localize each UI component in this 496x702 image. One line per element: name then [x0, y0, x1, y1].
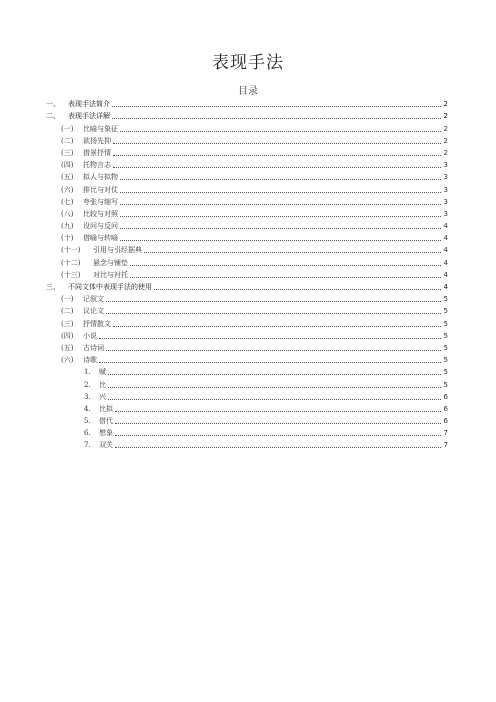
toc-entry[interactable] — [46, 231, 448, 243]
toc-entry-number: 三、 — [46, 283, 60, 291]
toc-entry-number: (四) — [61, 331, 74, 340]
toc-entry-text: 比拟 — [99, 404, 113, 413]
toc-entry-page: 7 — [443, 429, 448, 438]
dot-leader — [120, 192, 441, 193]
toc-entry-number: (一) — [61, 295, 74, 304]
toc-entry[interactable] — [46, 97, 448, 109]
toc-entry-number: (二) — [61, 136, 74, 145]
toc-entry[interactable] — [46, 121, 448, 133]
toc-entry[interactable] — [46, 243, 448, 255]
toc-entry-text: 比喻与象征 — [83, 124, 118, 133]
dot-leader — [115, 447, 441, 448]
toc-entry-text: 借代 — [99, 417, 113, 426]
dot-leader — [113, 143, 441, 144]
toc-entry-text: 想象 — [99, 429, 113, 438]
toc-entry[interactable] — [46, 341, 448, 353]
dot-leader — [115, 411, 441, 412]
dot-leader — [112, 106, 441, 107]
toc-entry-number: 1. — [84, 368, 91, 377]
dot-leader — [120, 204, 441, 205]
toc-entry-text: 欲扬先抑 — [83, 136, 111, 145]
toc-entry-text: 小说 — [83, 331, 97, 340]
toc-entry-text: 排比与对仗 — [83, 185, 118, 194]
toc-entry-text: 设问与反问 — [83, 222, 118, 231]
toc-entry-page: 6 — [443, 404, 448, 413]
toc-entry-text: 诗歌 — [83, 356, 97, 365]
toc-entry-number: (十三) — [61, 270, 81, 279]
toc-entry-text: 夸张与缩写 — [83, 197, 118, 206]
toc-entry-text: 抒情散文 — [83, 319, 111, 328]
toc-entry-number: (六) — [61, 185, 74, 194]
dot-leader — [112, 118, 441, 119]
dot-leader — [154, 289, 441, 290]
toc-entry[interactable] — [46, 219, 448, 231]
toc-entry[interactable] — [46, 207, 448, 219]
toc-entry-page: 7 — [443, 441, 448, 450]
toc-entry-number: 6. — [84, 429, 91, 438]
toc-entry-page: 4 — [443, 258, 448, 267]
toc-entry-page: 5 — [443, 343, 448, 352]
toc-entry-page: 5 — [443, 368, 448, 377]
toc-entry-text: 议论文 — [83, 307, 104, 316]
toc-entry[interactable] — [46, 255, 448, 267]
toc-entry-page: 2 — [443, 100, 448, 109]
toc-entry-number: (九) — [61, 222, 74, 231]
toc-entry-page: 3 — [443, 185, 448, 194]
toc-entry-number: 二、 — [46, 112, 60, 121]
toc-entry-page: 2 — [443, 112, 448, 121]
toc-entry-number: (三) — [61, 148, 74, 157]
toc-entry-text: 对比与衬托 — [93, 270, 128, 279]
toc-entry-number: (四) — [61, 161, 74, 170]
toc-entry-number: (七) — [61, 197, 74, 206]
toc-entry[interactable] — [46, 377, 448, 389]
dot-leader — [115, 435, 441, 436]
toc-entry-page: 3 — [443, 161, 448, 170]
toc-entry-page: 2 — [443, 148, 448, 157]
toc-entry-page: 5 — [443, 331, 448, 340]
toc-entry-text: 表现手法详解 — [68, 112, 110, 121]
toc-entry-page: 2 — [443, 136, 448, 145]
dot-leader — [120, 240, 441, 241]
toc-entry-text: 双关 — [99, 441, 113, 450]
toc-entry-number: 4. — [84, 404, 91, 413]
toc-entry[interactable] — [46, 353, 448, 365]
dot-leader — [120, 131, 441, 132]
toc-entry-number: (八) — [61, 209, 74, 218]
toc-entry-text: 赋 — [99, 368, 106, 377]
dot-leader — [108, 399, 441, 400]
toc-entry[interactable] — [46, 414, 448, 426]
dot-leader — [108, 374, 441, 375]
toc-entry-page: 4 — [443, 234, 448, 243]
dot-leader — [106, 301, 441, 302]
toc-entry-text: 引用与引经据典 — [93, 246, 142, 255]
toc-entry-number: (五) — [61, 173, 74, 182]
toc-entry-number: (十二) — [61, 258, 81, 267]
dot-leader — [144, 252, 441, 253]
toc-entry[interactable] — [46, 304, 448, 316]
toc-entry[interactable] — [46, 280, 448, 292]
toc-entry[interactable] — [46, 390, 448, 402]
toc-entry-text: 拟人与拟物 — [83, 173, 118, 182]
toc-entry[interactable] — [46, 170, 448, 182]
toc-entry[interactable] — [46, 329, 448, 341]
toc-entry[interactable] — [46, 158, 448, 170]
dot-leader — [99, 362, 441, 363]
table-of-contents — [46, 97, 448, 450]
toc-entry[interactable] — [46, 292, 448, 304]
dot-leader — [120, 228, 441, 229]
toc-entry-text: 比较与对照 — [83, 209, 118, 218]
toc-entry-page: 5 — [443, 356, 448, 365]
toc-heading: 目录 — [238, 86, 258, 97]
toc-entry-number: 3. — [84, 392, 91, 401]
toc-entry-page: 6 — [443, 392, 448, 401]
toc-entry-page: 5 — [443, 295, 448, 304]
toc-entry-number: (五) — [61, 343, 74, 352]
toc-entry-text: 悬念与铺垫 — [93, 258, 128, 267]
toc-entry[interactable] — [46, 109, 448, 121]
toc-entry-text: 托物言志 — [83, 161, 111, 170]
toc-entry-text: 借景抒情 — [83, 148, 111, 157]
toc-entry-page: 5 — [443, 380, 448, 389]
toc-entry-text: 兴 — [99, 392, 106, 401]
toc-entry[interactable] — [46, 146, 448, 158]
toc-entry-page: 2 — [443, 124, 448, 133]
toc-entry-page: 3 — [443, 173, 448, 182]
toc-entry-number: 7. — [84, 441, 91, 450]
toc-entry-text: 记叙文 — [83, 295, 104, 304]
toc-entry-number: (六) — [61, 356, 74, 365]
dot-leader — [113, 167, 441, 168]
toc-entry-number: 2. — [84, 380, 91, 389]
toc-entry-number: 一、 — [46, 100, 60, 109]
toc-entry-number: 5. — [84, 417, 91, 426]
toc-entry-page: 4 — [443, 283, 448, 291]
dot-leader — [130, 265, 441, 266]
toc-entry-text: 借喻与转喻 — [83, 234, 118, 243]
dot-leader — [108, 387, 441, 388]
page-title: 表现手法 — [212, 53, 284, 73]
toc-entry-number: (二) — [61, 307, 74, 316]
toc-entry[interactable] — [46, 365, 448, 377]
toc-entry-text: 表现手法简介 — [68, 100, 110, 109]
toc-entry-number: (一) — [61, 124, 74, 133]
toc-entry-page: 3 — [443, 197, 448, 206]
toc-entry-text: 古诗词 — [83, 343, 104, 352]
toc-entry-number: (十一) — [61, 246, 81, 255]
toc-entry-page: 6 — [443, 417, 448, 426]
dot-leader — [120, 216, 441, 217]
dot-leader — [120, 179, 441, 180]
dot-leader — [106, 313, 441, 314]
dot-leader — [113, 155, 441, 156]
dot-leader — [115, 423, 441, 424]
toc-entry-number: (十) — [61, 234, 74, 243]
toc-entry-text: 不同文体中表现手法的使用 — [68, 283, 152, 291]
toc-entry[interactable] — [46, 438, 448, 450]
toc-entry-page: 4 — [443, 270, 448, 279]
toc-entry-page: 3 — [443, 209, 448, 218]
toc-entry-page: 5 — [443, 319, 448, 328]
toc-entry-page: 5 — [443, 307, 448, 316]
toc-entry[interactable] — [46, 402, 448, 414]
toc-entry[interactable] — [46, 316, 448, 328]
dot-leader — [106, 350, 441, 351]
toc-entry[interactable] — [46, 134, 448, 146]
toc-entry[interactable] — [46, 426, 448, 438]
toc-entry-page: 4 — [443, 222, 448, 231]
dot-leader — [99, 338, 441, 339]
toc-entry-text: 比 — [99, 380, 106, 389]
dot-leader — [113, 326, 441, 327]
toc-entry-number: (三) — [61, 319, 74, 328]
toc-entry[interactable] — [46, 182, 448, 194]
toc-entry-page: 4 — [443, 246, 448, 255]
dot-leader — [130, 277, 441, 278]
toc-entry[interactable] — [46, 195, 448, 207]
toc-entry[interactable] — [46, 268, 448, 280]
